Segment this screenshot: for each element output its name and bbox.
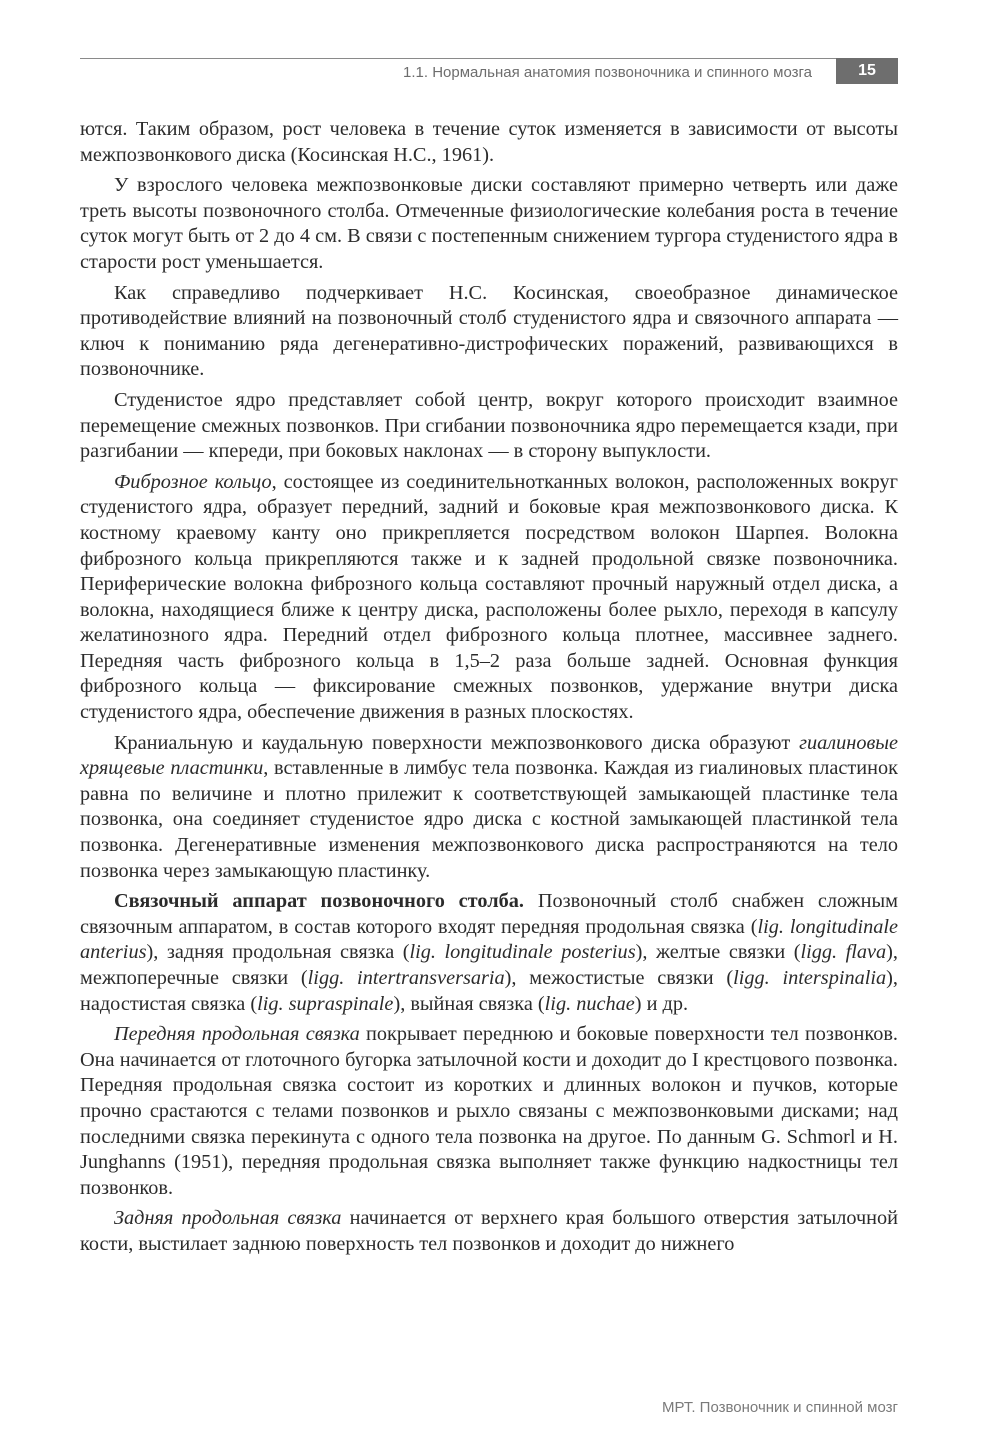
paragraph bbox=[80, 388, 898, 465]
running-header bbox=[80, 58, 898, 86]
paragraph bbox=[80, 281, 898, 383]
body-text bbox=[80, 117, 898, 1263]
paragraph-text: ), выйная связка ( bbox=[393, 992, 545, 1015]
latin-term: ligg. interspinalia bbox=[733, 967, 887, 989]
paragraph-text: Позвоночный столб снабжен сложным связочным аппаратом, в состав которого входят передняя продольная связка ( bbox=[80, 890, 898, 938]
paragraph-text: У взрослого человека межпозвонковые диски составляют примерно четверть или даже треть высоты позвоночного столба. Отмеченные физиологические колебания роста в течение суток могут быть от 2 до 4 см. В связи с постепенным снижением тургора студенистого ядра в старости рост уменьшается. bbox=[80, 174, 898, 273]
paragraph-text: покрывает переднюю и боковые поверхности тел позвонков. Она начинается от глоточного бугорка затылочной кости и доходит до I крестцового позвонка. Передняя продольная связка состоит из коротких и длинных волокон и пучков, которые прочно срастаются с телами позвонков и рыхло связаны с межпозвонковыми дисками; над последними связка перекинута с одного тела позвонка на другое. По данным G. Schmorl и H. Junghanns (1951), передняя продольная связка выполняет также функцию надкостницы тел позвонков. bbox=[80, 1023, 898, 1199]
italic-term: гиалиновые хрящевые пластинки bbox=[80, 731, 898, 780]
paragraph-text: начинается от верхнего края большого отверстия затылочной кости, выстилает заднюю поверхность тел позвонков и доходит до нижнего bbox=[80, 1207, 898, 1255]
latin-term: lig. supraspinale bbox=[257, 992, 394, 1015]
page-number: 15 bbox=[836, 58, 898, 84]
paragraph-text: ), межостистые связки ( bbox=[504, 967, 734, 989]
latin-term: ligg. intertransversaria bbox=[307, 967, 505, 989]
italic-term: Задняя продольная связка bbox=[114, 1207, 342, 1230]
paragraph bbox=[80, 1022, 898, 1201]
italic-term: Передняя продольная связка bbox=[114, 1023, 360, 1046]
paragraph bbox=[80, 1206, 898, 1257]
paragraph bbox=[80, 731, 898, 885]
paragraph-text: ), желтые связки ( bbox=[635, 941, 801, 964]
paragraph-text: Краниальную и каудальную поверхности межпозвонкового диска образуют bbox=[114, 731, 800, 754]
paragraph-text: Как справедливо подчеркивает Н.С. Косинская, своеобразное динамическое противодействие влияний на позвоночный столб студенистого ядра и связочного аппарата — ключ к пониманию ряда дегенеративно-дистрофических поражений, развивающихся в позвоночнике. bbox=[80, 281, 898, 381]
paragraph-text: ются. Таким образом, рост человека в течение суток изменяется в зависимости от высоты межпозвонкового диска (Косинская Н.С., 1961). bbox=[80, 118, 898, 166]
paragraph bbox=[80, 889, 898, 1017]
paragraph-text: ), надостистая связка ( bbox=[80, 967, 898, 1015]
bold-heading: Связочный аппарат позвоночного столба. bbox=[114, 890, 524, 913]
latin-term: lig. longitudinale anterius bbox=[80, 915, 898, 964]
paragraph-text: ), задняя продольная связка ( bbox=[146, 941, 410, 964]
latin-term: ligg. flava bbox=[800, 941, 887, 964]
paragraph-text: ), межпоперечные связки ( bbox=[80, 941, 898, 989]
section-title: 1.1. Нормальная анатомия позвоночника и спинного мозга bbox=[403, 64, 812, 81]
running-footer: МРТ. Позвоночник и спинной мозг bbox=[662, 1399, 898, 1416]
paragraph bbox=[80, 173, 898, 275]
italic-term: Фиброзное кольцо bbox=[114, 470, 272, 493]
paragraph-text: , вставленные в лимбус тела позвонка. Каждая из гиалиновых пластинок равна по величине и плотно прилежит к соответствующей замыкающей пластинке тела позвонка, она соединяет студенистое ядро диска с костной замыкающей пластинкой тела позвонка. Дегенеративные изменения межпозвонкового диска распространяются на тело позвонка через замыкающую пластинку. bbox=[80, 757, 898, 882]
latin-term: lig. longitudinale posterius bbox=[409, 941, 636, 964]
paragraph-text: Студенистое ядро представляет собой центр, вокруг которого происходит взаимное перемещение смежных позвонков. При сгибании позвоночника ядро перемещается кзади, при разгибании — кпереди, при боковых наклонах — в сторону выпуклости. bbox=[80, 388, 898, 463]
header-rule bbox=[80, 58, 840, 59]
paragraph-text: ) и др. bbox=[634, 992, 689, 1015]
paragraph bbox=[80, 117, 898, 168]
paragraph bbox=[80, 470, 898, 726]
paragraph-text: , состоящее из соединительнотканных волокон, расположенных вокруг студенистого ядра, образует передний, задний и боковые края межпозвонкового диска. К костному краевому канту оно прикрепляется посредством волокон Шарпея. Волокна фиброзного кольца прикрепляются также и к задней продольной связке позвоночника. Периферические волокна фиброзного кольца составляют прочный наружный отдел диска, а волокна, находящиеся ближе к центру диска, расположены более рыхло, переходя в капсулу желатинозного ядра. Передний отдел фиброзного кольца плотнее, массивнее заднего. Передняя часть фиброзного кольца в 1,5–2 раза больше задней. Основная функция фиброзного кольца — фиксирование смежных позвонков, удержание внутри диска студенистого ядра, обеспечение движения в разных плоскостях. bbox=[80, 470, 898, 724]
latin-term: lig. nuchae bbox=[544, 992, 635, 1015]
